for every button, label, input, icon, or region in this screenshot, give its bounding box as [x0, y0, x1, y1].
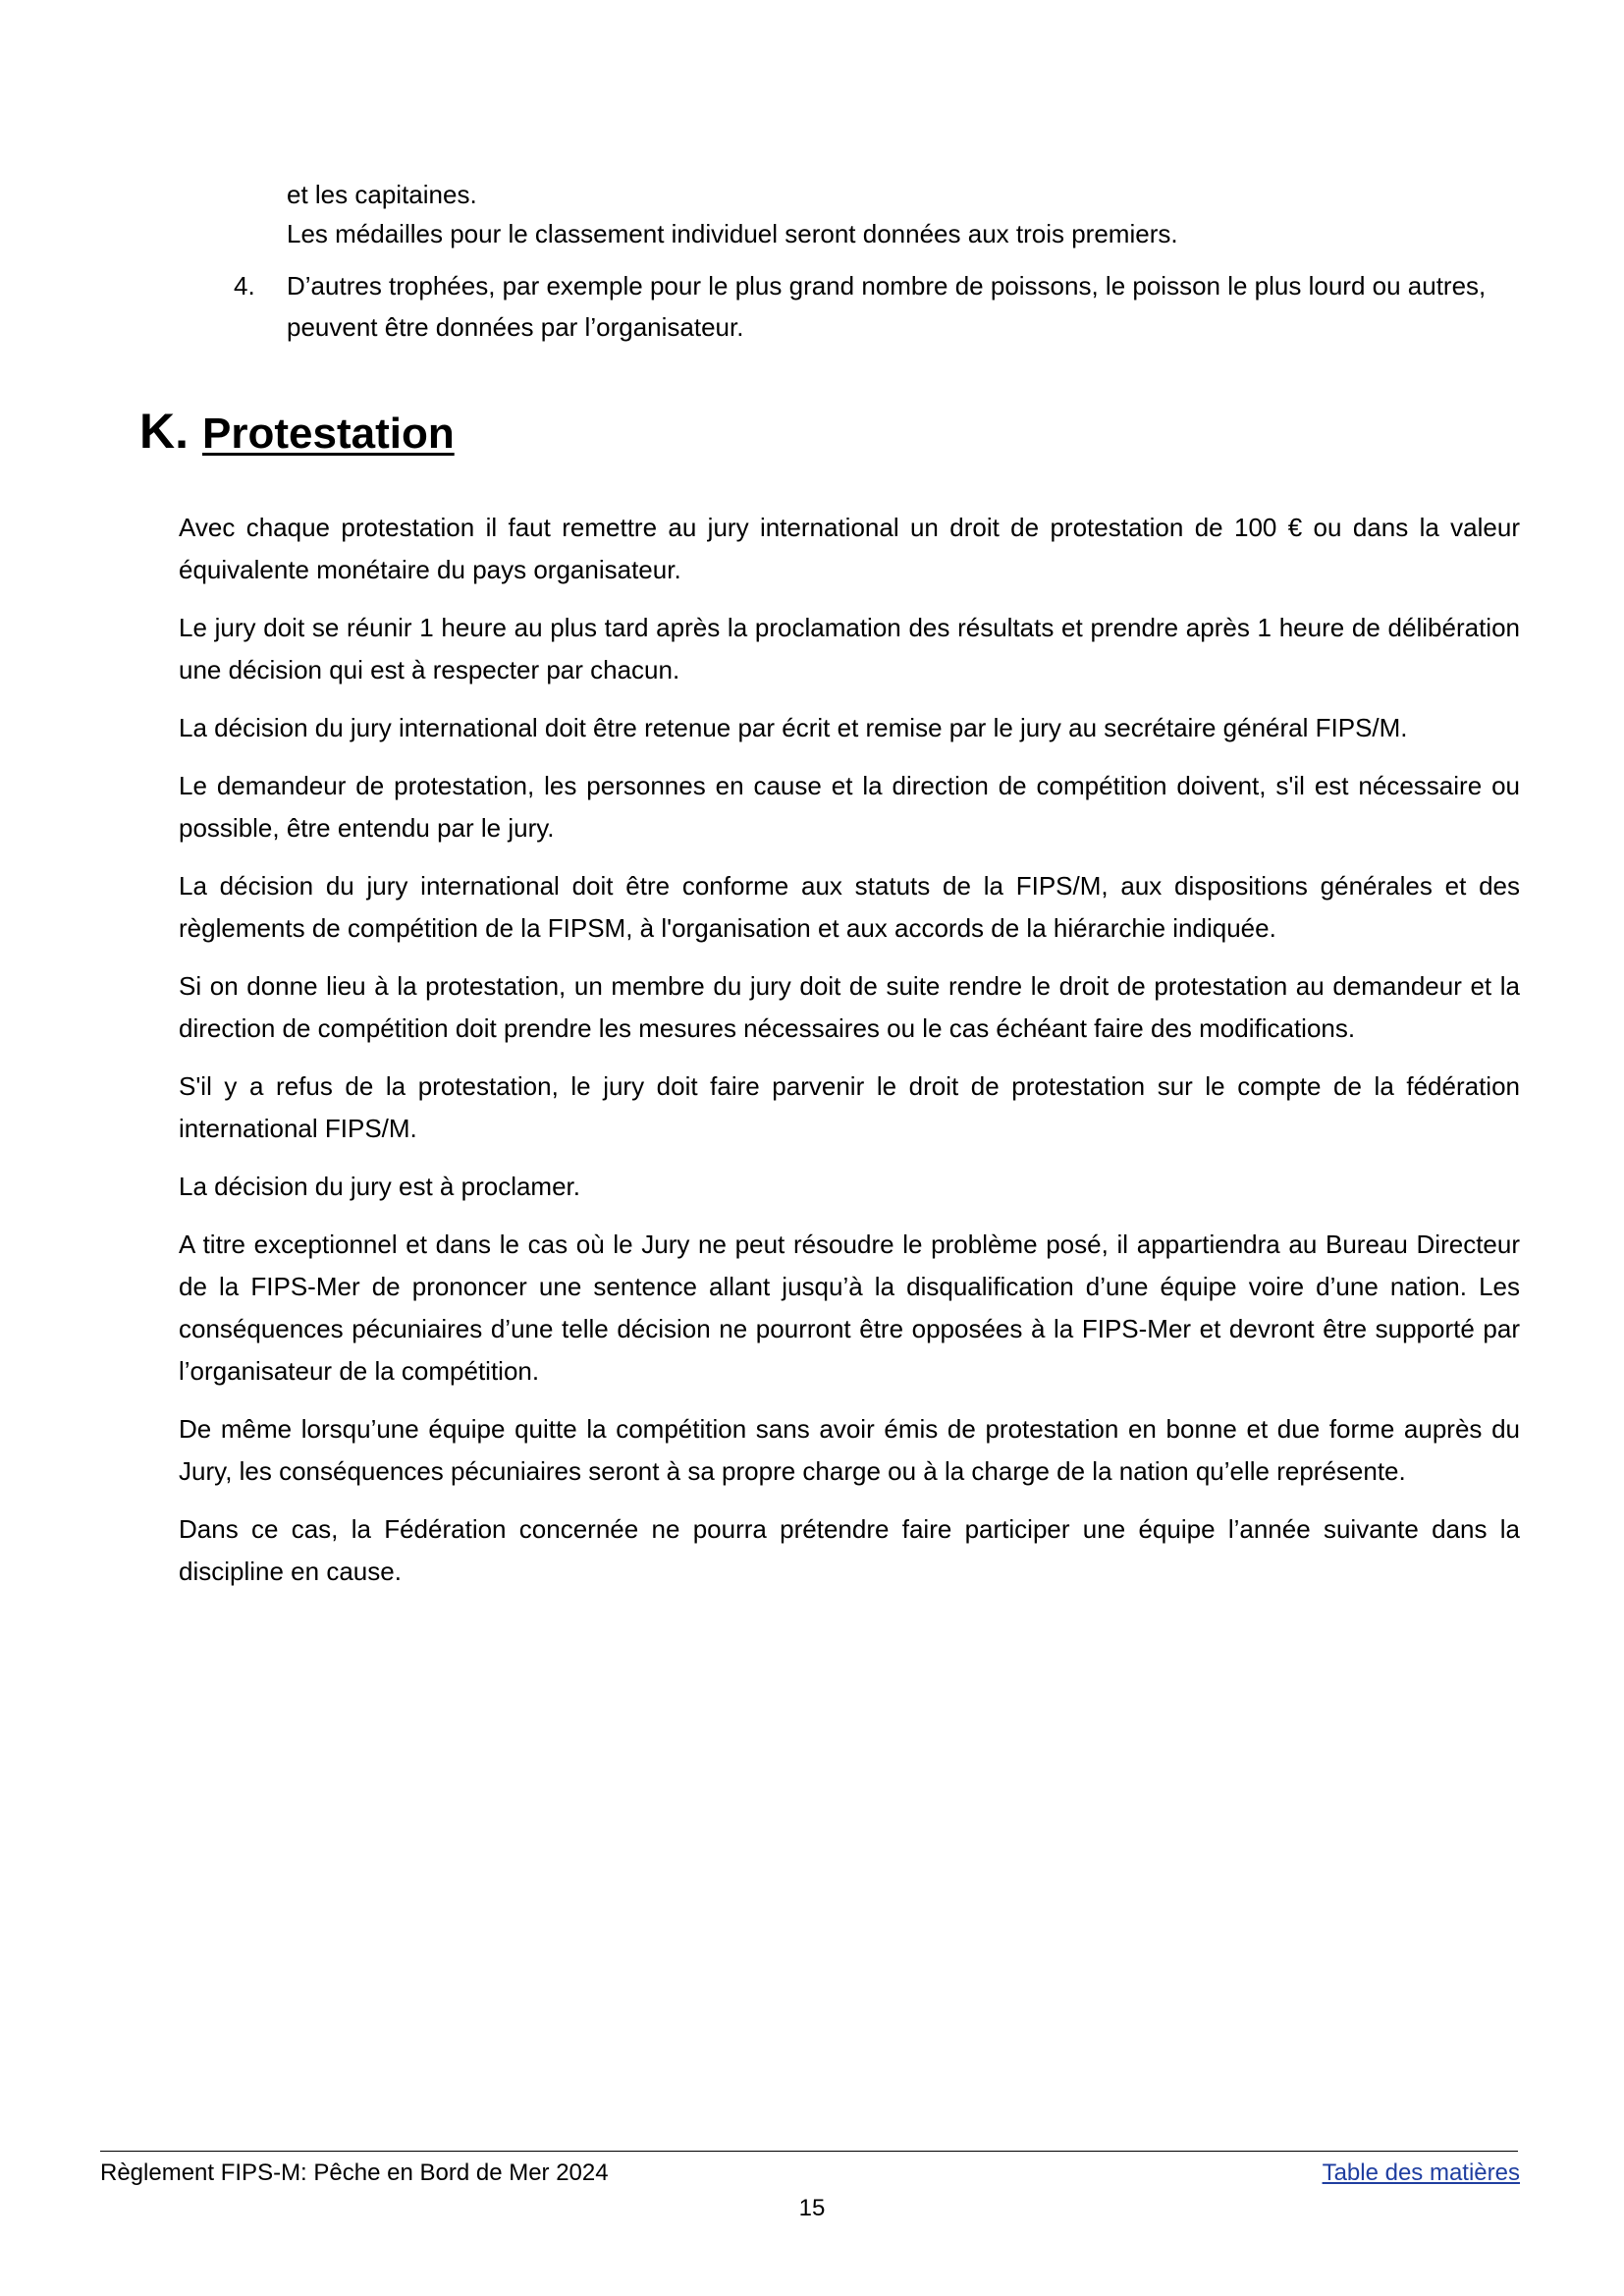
paragraph: Dans ce cas, la Fédération concernée ne pourra prétendre faire participer une équipe l’année suivante dans la discipline en cause.: [179, 1514, 1520, 1586]
continuation-text: [287, 175, 1514, 253]
section-title: Protestation: [202, 410, 455, 458]
paragraph: Le demandeur de protestation, les personnes en cause et la direction de compétition doivent, s'il est nécessaire ou possible, être entendu par le jury.: [179, 771, 1520, 843]
list-item: [234, 265, 1514, 348]
section-body: [179, 507, 1520, 1609]
continuation-line: et les capitaines.: [287, 180, 477, 209]
paragraph: De même lorsqu’une équipe quitte la compétition sans avoir émis de protestation en bonne et due forme auprès du Jury, les conséquences pécuniaires seront à sa propre charge ou à la charge de la nation qu’elle représente.: [179, 1414, 1520, 1486]
continuation-line: Les médailles pour le classement individuel seront données aux trois premiers.: [287, 219, 1178, 248]
paragraph: Avec chaque protestation il faut remettre au jury international un droit de protestation de 100 € ou dans la valeur équivalente monétaire du pays organisateur.: [179, 513, 1520, 584]
page-number: 15: [798, 2195, 826, 2221]
paragraph: Le jury doit se réunir 1 heure au plus tard après la proclamation des résultats et prendre après 1 heure de délibération une décision qui est à respecter par chacun.: [179, 613, 1520, 684]
footer-divider: [100, 2151, 1518, 2152]
table-of-contents-link[interactable]: Table des matières: [1322, 2159, 1520, 2186]
paragraph: La décision du jury est à proclamer.: [179, 1172, 580, 1201]
section-heading: [139, 403, 455, 460]
paragraph: A titre exceptionnel et dans le cas où le Jury ne peut résoudre le problème posé, il appartiendra au Bureau Directeur de la FIPS-Mer de prononcer une sentence allant jusqu’à la disqualification d’une équipe voire d’une nation. Les conséquences pécuniaires d’une telle décision ne pourront être opposées à la FIPS-Mer et devront être supporté par l’organisateur de la compétition.: [179, 1230, 1520, 1386]
paragraph: S'il y a refus de la protestation, le jury doit faire parvenir le droit de protestation sur le compte de la fédération international FIPS/M.: [179, 1071, 1520, 1143]
list-item-number: 4.: [234, 271, 255, 301]
paragraph: Si on donne lieu à la protestation, un membre du jury doit de suite rendre le droit de protestation au demandeur et la direction de compétition doit prendre les mesures nécessaires ou le cas échéant faire des modifications.: [179, 971, 1520, 1043]
footer-document-title: Règlement FIPS-M: Pêche en Bord de Mer 2024: [100, 2159, 609, 2186]
list-item-text: D’autres trophées, par exemple pour le plus grand nombre de poissons, le poisson le plus lourd ou autres, peuvent être données par l’organisateur.: [287, 271, 1487, 342]
paragraph: La décision du jury international doit être retenue par écrit et remise par le jury au secrétaire général FIPS/M.: [179, 713, 1408, 742]
paragraph: La décision du jury international doit être conforme aux statuts de la FIPS/M, aux dispositions générales et des règlements de compétition de la FIPSM, à l'organisation et aux accords de la hiérarchie indiquée.: [179, 871, 1520, 943]
section-letter: K.: [139, 404, 189, 459]
numbered-list: [234, 265, 1514, 348]
